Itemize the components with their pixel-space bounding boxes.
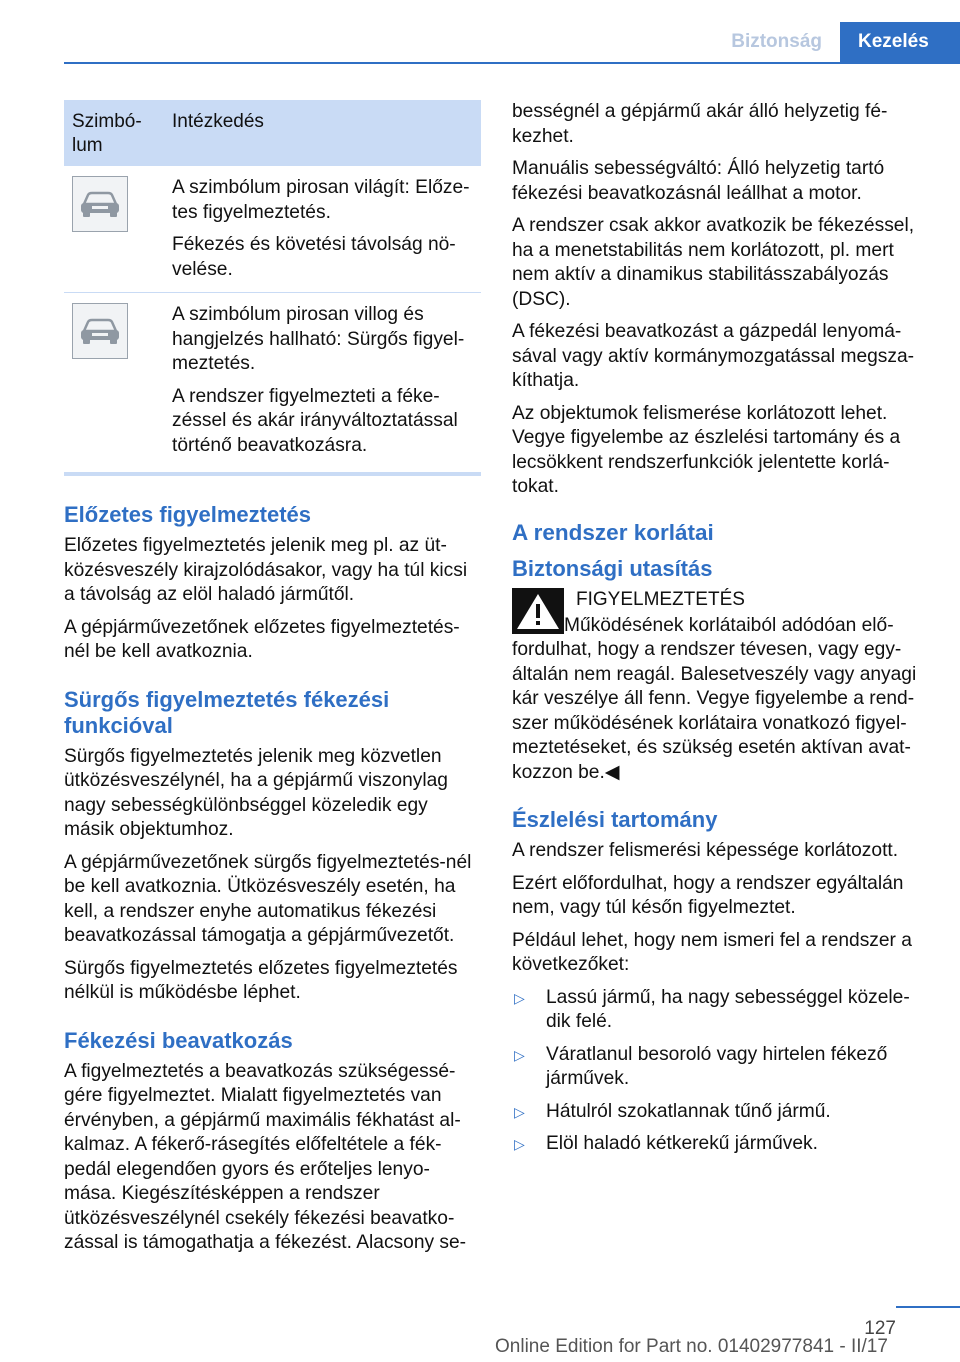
- row2-text1: A szimbólum pirosan villog és hangjelzés hallható: Sürgős figyel-meztetés.: [172, 304, 465, 374]
- triangle-bullet-icon: ▷: [514, 989, 525, 1006]
- triangle-bullet-icon: ▷: [514, 1136, 525, 1152]
- range-p3: Például lehet, hogy nem ismeri fel a rendszer a következőket:: [512, 929, 912, 975]
- cancel-note: A fékezési beavatkozást a gázpedál lenyomá-sával vagy aktív kormánymozgatással megsza-kíthatja.: [512, 321, 915, 391]
- footer-rule: [896, 1306, 960, 1308]
- triangle-bullet-icon: ▷: [514, 1046, 525, 1063]
- heading-system-limits: A rendszer korlátai: [512, 519, 714, 545]
- dsc-note: A rendszer csak akkor avatkozik be fékezéssel, ha a menetstabilitás nem korlátozott, pl. mert nem aktív a dinamikus stabilitásszabályozás (DSC).: [512, 215, 915, 310]
- table-header-row: [64, 100, 481, 166]
- limited-detection-note: Az objektumok felismerése korlátozott lehet. Vegye figyelembe az észlelési tartomány és a lecsökkent rendszerfunkciók jelentette korlá-tokat.: [512, 402, 901, 497]
- urgent-warning-p2: A gépjárművezetőnek sürgős figyelmeztetés-nél be kell avatkoznia. Ütközésveszély esetén, ha kell, a rendszer enyhe automatikus fékezési beavatkozással támogatja a gépjárművezetőt.: [64, 851, 472, 946]
- car-front-icon: [72, 176, 128, 232]
- list-item: ▷ Lassú jármű, ha nagy sebességgel közele-dik felé.: [514, 986, 910, 1032]
- warning-triangle-icon: [512, 588, 564, 634]
- heading-safety-instruction: Biztonsági utasítás: [512, 555, 713, 581]
- list-item: ▷ Elöl haladó kétkerekű járművek.: [512, 1132, 926, 1157]
- row1-text2: Fékezés és követési távolság nö-velése.: [172, 234, 456, 280]
- car-front-icon: [72, 303, 128, 359]
- header-tabs: [713, 22, 960, 62]
- symbol-table: [64, 100, 481, 476]
- tab-kezeles[interactable]: Kezelés: [840, 22, 960, 62]
- early-warning-p1: Előzetes figyelmeztetés jelenik meg pl. az üt-közésveszély kirajzolódásakor, vagy ha túl kicsi a távolság az elöl haladó járműtől.: [64, 535, 468, 605]
- tab-biztonsag[interactable]: Biztonság: [731, 31, 822, 52]
- range-p1: A rendszer felismerési képessége korlátozott.: [512, 840, 899, 861]
- range-p2: Ezért előfordulhat, hogy a rendszer egyáltalán nem, vagy túl későn figyelmeztet.: [512, 872, 904, 918]
- row2-text2: A rendszer figyelmezteti a féke-zéssel és akár irányváltoztatással történő beavatkozásra.: [172, 385, 458, 456]
- warning-text: Működésének korlátaiból adódóan elő-fordulhat, hogy a rendszer tévesen, vagy egy-általán nem reagál. Balesetveszély vagy anyagi kár veszélye áll fenn. Vegye figyelembe a rend-szer működésének korlátaira vonatkozó figyel-meztetéseket, és szükség esetén aktívan avat-kozzon be.◀: [512, 614, 917, 783]
- header-action: Intézkedés: [164, 100, 481, 166]
- urgent-warning-p3: Sürgős figyelmeztetés előzetes figyelmeztetés nélkül is működésbe léphet.: [64, 957, 458, 1003]
- heading-braking: Fékezési beavatkozás: [64, 1027, 293, 1053]
- manual-gearbox-note: Manuális sebességváltó: Álló helyzetig tartó fékezési beavatkozásnál leállhat a motor.: [512, 158, 885, 204]
- list-item: ▷ Hátulról szokatlannak tűnő jármű.: [512, 1100, 926, 1125]
- braking-p1: A figyelmeztetés a beavatkozás szükségessé-gére figyelmeztet. Mialatt figyelmeztetés van érvényben, a gépjármű maximális fékhatást al-kalmaz. A fékerő-rásegítés előfeltétele a fék-pedál elegendően gyors és erőteljes lenyo-mása. Kiegészítésképpen a rendszer ütközésveszélynél csekély fékezési beavatko-zással is támogathatja a fékezést. Alacsony se-: [64, 1060, 467, 1253]
- early-warning-p2: A gépjárművezetőnek előzetes figyelmeztetés-nél be kell avatkoznia.: [64, 616, 460, 662]
- table-row: [64, 293, 481, 475]
- table-row: [64, 166, 481, 293]
- heading-early-warning: Előzetes figyelmeztetés: [64, 502, 311, 527]
- left-column: [64, 100, 481, 1264]
- footer-text: Online Edition for Part no. 01402977841 - II/17: [495, 1336, 888, 1357]
- warning-title: FIGYELMEZTETÉS: [576, 588, 745, 610]
- not-recognized-list: [512, 986, 926, 1157]
- row1-text1: A szimbólum pirosan világít: Előze-tes figyelmeztetés.: [172, 177, 470, 223]
- heading-detection-range: Észlelési tartomány: [512, 807, 718, 832]
- header-rule: [64, 62, 960, 64]
- braking-continued: bességnél a gépjármű akár álló helyzetig fé-kezhet.: [512, 101, 888, 147]
- page-number: 127: [864, 1318, 896, 1339]
- right-column: [512, 100, 926, 1165]
- header-symbol: Szimbó-lum: [64, 100, 164, 166]
- heading-urgent-warning: Sürgős figyelmeztetés fékezési funkcióval: [64, 686, 390, 738]
- list-item: ▷ Váratlanul besoroló vagy hirtelen fékező járművek.: [514, 1043, 888, 1089]
- triangle-bullet-icon: ▷: [514, 1103, 525, 1120]
- urgent-warning-p1: Sürgős figyelmeztetés jelenik meg közvetlen ütközésveszélynél, ha a gépjármű viszonylag nagy sebességkülönbséggel közeledik egy másik objektumhoz.: [64, 745, 448, 840]
